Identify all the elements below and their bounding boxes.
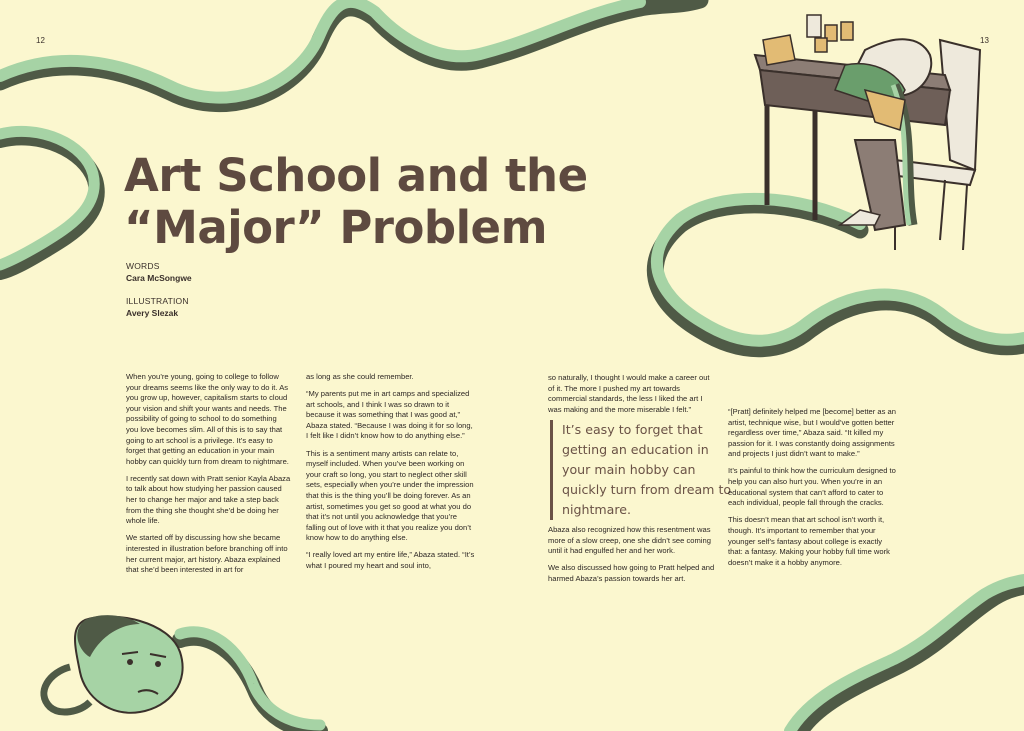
body-column-2: [306, 372, 476, 578]
paragraph: so naturally, I thought I would make a career out of it. The more I pushed my art towards commercial standards, the less I liked the art I was making and the more miserable I felt.”: [548, 373, 710, 414]
paragraph: Abaza also recognized how this resentment was more of a slow creep, one she didn’t see coming until it had engulfed her and her work.: [548, 525, 711, 556]
title-line-2: “Major” Problem: [124, 201, 547, 254]
paragraph: This is a sentiment many artists can relate to, myself included. When you’ve been working on your craft so long, you start to neglect other skill sets, especially when you’re under the impression that this is the thing you’ll be doing forever. As an artist, sometimes you get so good at what you do that it’s not until you acknowledge that you’re falling out of love with it that you realize you don’t know how to do anything else.: [306, 448, 474, 543]
paragraph: “I really loved art my entire life,” Abaza stated. “It’s what I poured my heart and soul into,: [306, 550, 475, 570]
ribbon-left: [0, 131, 94, 265]
paragraph: It’s painful to think how the curriculum designed to help you can also hurt you. When you’re in an educational system that can’t afford to cater to each individual, people fall through the cracks.: [728, 466, 896, 508]
page-number-right: 13: [980, 36, 989, 45]
illustrator-name: Avery Slezak: [126, 308, 179, 318]
paragraph: as long as she could remember.: [306, 372, 414, 381]
pull-quote: It’s easy to forget that getting an education in your main hobby can quickly turn from dream to nightmare.: [550, 420, 740, 520]
paragraph: When you’re young, going to college to follow your dreams seems like the only way to do it. As you grow up, however, capitalism starts to cloud your vision and shift your wants and needs. The possibility of going to school to do something you love becomes slim. All of this is to say that going to art school is a privilege. It’s easy to forget that getting an education in your main hobby can quickly turn from dream to nightmare.: [126, 372, 289, 466]
page-number-left: 12: [36, 36, 45, 45]
paragraph: “My parents put me in art camps and specialized art schools, and I think I was so drawn to it because it was something that I was good at,” Abaza stated. “Because I was doing it for so long, I felt like I didn’t know how to do anything else.”: [306, 389, 473, 441]
body-column-3-bottom: [548, 525, 718, 591]
body-column-4: [728, 407, 898, 575]
article-title: [124, 150, 588, 254]
paragraph: We started off by discussing how she became interested in illustration before branching off into her current major, art history. Abaza explained that she’d been interested in art for: [126, 533, 288, 575]
paragraph: “[Pratt] definitely helped me [become] better as an artist, technique wise, but I would’ve gotten better regardless over time,” Abaza said. “It killed my passion for it. I was constantly doing assignments and projects I just didn’t want to make.”: [728, 407, 896, 459]
paragraph: This doesn’t mean that art school isn’t worth it, though. It’s important to remember that your younger self’s fantasy about college is exactly that: a fantasy. Making your hobby full time work doesn’t make it a hobby anymore.: [728, 515, 890, 567]
paragraph: I recently sat down with Pratt senior Kayla Abaza to talk about how studying her passion caused her to change her major and take a step back from the thing she thought she’d be doing her whole life.: [126, 473, 291, 526]
desk-illustration: [745, 10, 990, 255]
ribbon-bottom-right-shadow: [800, 586, 1024, 731]
paragraph: We also discussed how going to Pratt helped and harmed Abaza’s passion towards her art.: [548, 563, 715, 583]
body-column-3-top: [548, 373, 716, 422]
author-name: Cara McSongwe: [126, 273, 192, 283]
body-column-1: [126, 372, 291, 582]
face-illustration: [30, 612, 200, 731]
illustration-label: ILLUSTRATION: [126, 296, 189, 306]
title-line-1: Art School and the: [124, 149, 588, 202]
words-label: WORDS: [126, 261, 160, 271]
